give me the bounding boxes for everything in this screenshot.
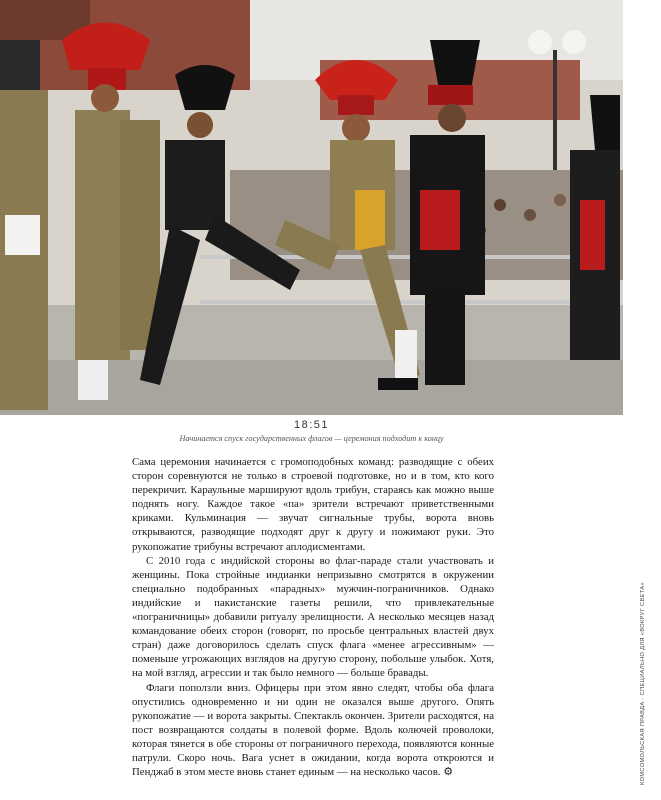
- side-margin-note: КОМСОМОЛЬСКАЯ ПРАВДА · СПЕЦИАЛЬНО ДЛЯ «ВОКРУГ СВЕТА»: [640, 582, 646, 785]
- ceremony-photo-illustration: [0, 0, 623, 415]
- photo-timestamp: 18:51: [293, 419, 330, 431]
- photo-caption: Начинается спуск государственных флагов — церемония подходит к концу: [179, 434, 444, 443]
- article-paragraph: Флаги поползли вниз. Офицеры при этом явно следят, чтобы оба флага опустились одновременно и ни один не оказался выше другого. Опять рукопожатие — и ворота закрыты. Спектакль окончен. Зрители расходятся, на пост возвращаются солдаты в полевой форме. Вдоль колючей проволоки, которая тянется в обе стороны от пограничного перехода, появляются конные патрули. Скоро ночь. Вага уснет в ожидании, когда ворота откроются и Пенджаб в этом месте вновь станет единым — на несколько часов. ⚙: [132, 681, 494, 779]
- article-body: [132, 455, 494, 779]
- article-paragraph: С 2010 года с индийской стороны во флаг-параде стали участвовать и женщины. Пока стройные индианки непризывно смотрятся в окружении специально подобранных «парадных» мужчин-пограничников. Однако индийские и пакистанские газеты решили, что привлекательные «пограничницы» добавили ритуалу зрелищности. А несколько месяцев назад командование обеих сторон (говорят, по просьбе центральных властей двух стран) даже договорилось сделать спуск флага «менее агрессивным» — поменьше угрожающих взглядов на другую сторону, побольше улыбок. Хотя, на мой взгляд, агрессии и так было немного — больше бравады.: [132, 554, 494, 680]
- ceremony-photo: [0, 0, 623, 415]
- article-paragraph: Сама церемония начинается с громоподобных команд: разводящие с обеих сторон соревнуются не только в строевой подготовке, но и в том, кто кого перекричит. Караульные маршируют вдоль трибун, стараясь как можно выше поднять ногу. Каждое такое «па» зрители встречают приветственными криками. Кульминация — звучат сигнальные трубы, ворота вновь открываются, разводящие подходят друг к другу и пожимают руки. Это рукопожатие трибуны встречают аплодисментами.: [132, 456, 494, 553]
